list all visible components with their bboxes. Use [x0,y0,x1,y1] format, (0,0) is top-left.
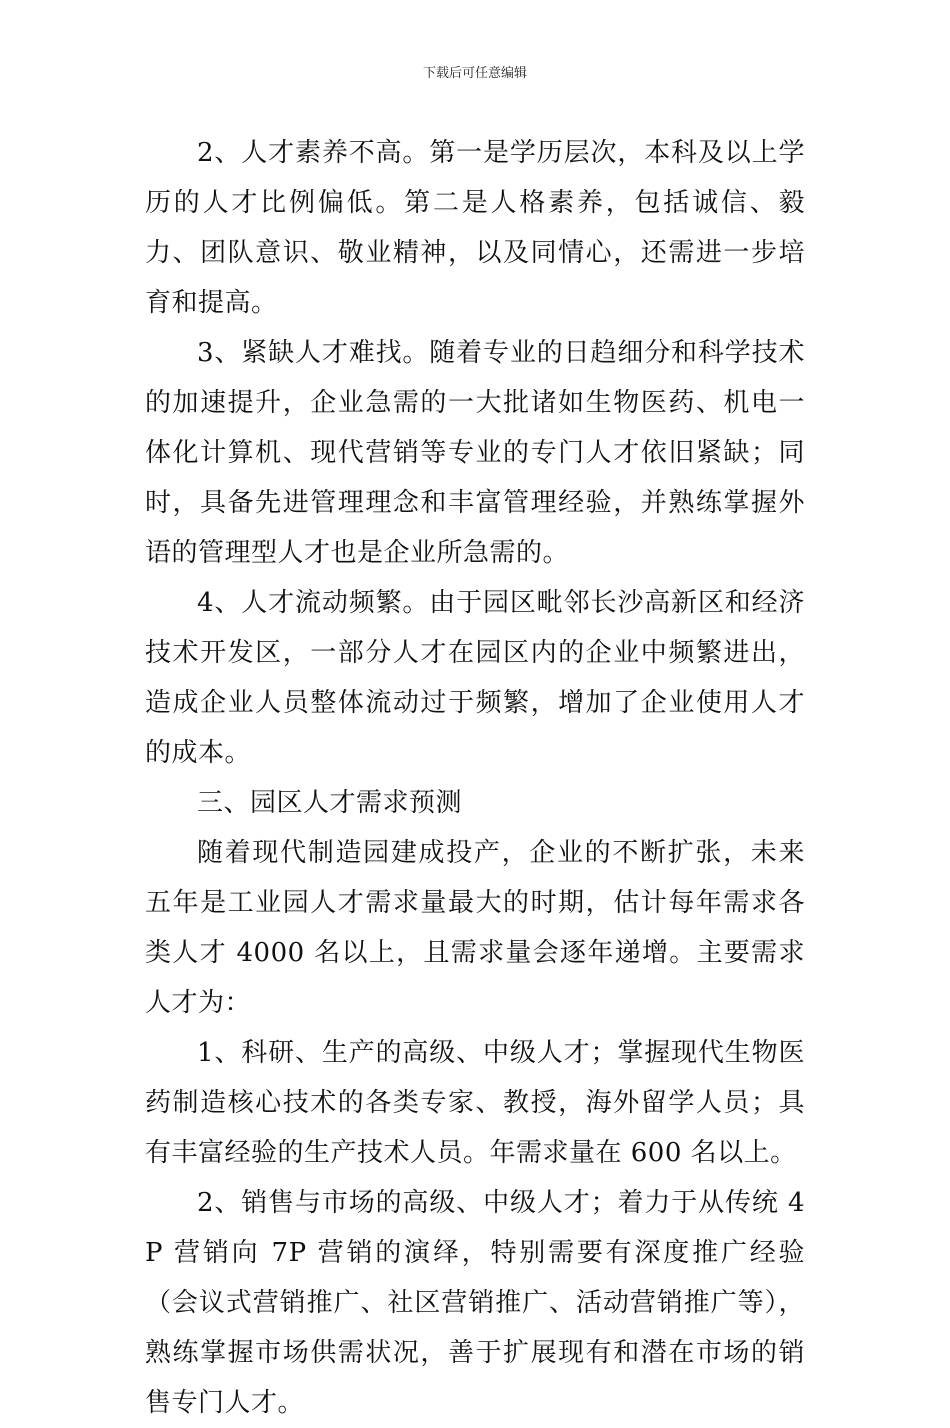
paragraph-research-production-talent: 1、科研、生产的高级、中级人才；掌握现代生物医药制造核心技术的各类专家、教授，海外留学人员；具有丰富经验的生产技术人员。年需求量在 600 名以上。 [145,1038,805,1168]
paragraph-scarce-talent: 3、紧缺人才难找。随着专业的日趋细分和科学技术的加速提升，企业急需的一大批诸如生物医药、机电一体化计算机、现代营销等专业的专门人才依旧紧缺；同时，具备先进管理理念和丰富管理经验，并熟练掌握外语的管理型人才也是企业所急需的。 [145,338,805,568]
paragraph-sales-marketing-talent: 2、销售与市场的高级、中级人才；着力于从传统 4P 营销向 7P 营销的演绎，特别需要有深度推广经验（会议式营销推广、社区营销推广、活动营销推广等），熟练掌握市场供需状况，善于扩展现有和潜在市场的销售专门人才。 [145,1188,805,1418]
paragraph-demand-overview: 随着现代制造园建成投产，企业的不断扩张，未来五年是工业园人才需求量最大的时期，估计每年需求各类人才 4000 名以上，且需求量会逐年递增。主要需求人才为： [145,838,805,1018]
page-header-note: 下载后可任意编辑 [422,66,527,81]
paragraph-talent-quality: 2、人才素养不高。第一是学历层次，本科及以上学历的人才比例偏低。第二是人格素养，包括诚信、毅力、团队意识、敬业精神，以及同情心，还需进一步培育和提高。 [145,138,805,318]
section-heading-demand-forecast: 三、园区人才需求预测 [197,788,463,818]
document-body [145,128,805,1428]
paragraph-talent-mobility: 4、人才流动频繁。由于园区毗邻长沙高新区和经济技术开发区，一部分人才在园区内的企业中频繁进出，造成企业人员整体流动过于频繁，增加了企业使用人才的成本。 [145,588,805,768]
